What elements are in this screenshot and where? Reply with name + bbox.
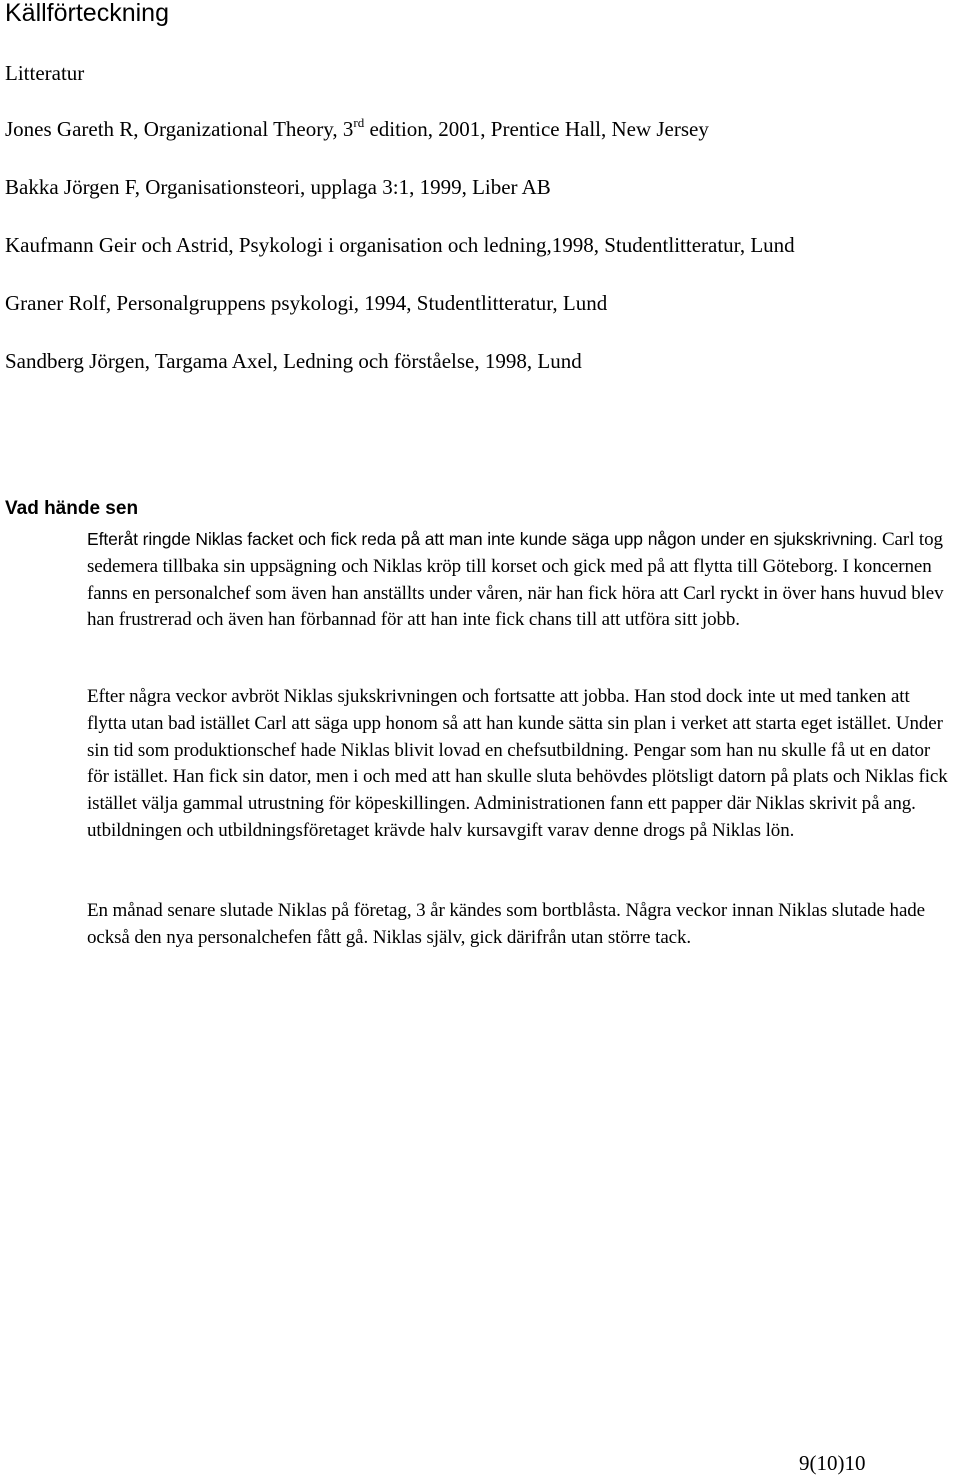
paragraph-text: Carl tog sedemera tillbaka sin uppsägning och Niklas kröp till korset och gick med på att flytta till Göteborg. I koncernen fanns en personalchef som även han anställts under våren, när han fick höra att Carl ryckt in över hans huvud blev han frustrerad och även han förbannad för att han inte fick chans till att utföra sitt jobb.	[87, 529, 944, 631]
reference-text: edition, 2001, Prentice Hall, New Jersey	[364, 117, 709, 141]
section-heading: Vad hände sen	[5, 498, 139, 519]
body-paragraph: En månad senare slutade Niklas på företag, 3 år kändes som bortblåsta. Några veckor innan Niklas slutade hade också den nya personalchefen fått gå. Niklas själv, gick därifrån utan större tack.	[87, 900, 926, 948]
reference-item: Bakka Jörgen F, Organisationsteori, upplaga 3:1, 1999, Liber AB	[5, 175, 551, 199]
reference-list	[5, 116, 795, 406]
reference-item: Graner Rolf, Personalgruppens psykologi, 1994, Studentlitteratur, Lund	[5, 291, 608, 315]
reference-item: Sandberg Jörgen, Targama Axel, Ledning och förståelse, 1998, Lund	[5, 349, 582, 373]
reference-item	[5, 116, 795, 174]
reference-superscript: rd	[353, 115, 365, 130]
page-title: Källförteckning	[5, 0, 169, 27]
reference-text: Jones Gareth R, Organizational Theory, 3	[5, 117, 354, 141]
literature-subheading: Litteratur	[5, 61, 85, 85]
paragraph-sans-text: Efteråt ringde Niklas facket och fick reda på att man inte kunde säga upp någon under en sjukskrivning.	[87, 529, 878, 549]
page-number: 9(10)10	[799, 1451, 866, 1475]
body-paragraph: Efter några veckor avbröt Niklas sjukskrivningen och fortsatte att jobba. Han stod dock inte ut med tanken att flytta utan bad istället Carl att säga upp honom så att han kunde sätta sin plan i verket att starta eget istället. Under sin tid som produktionschef hade Niklas blivit lovad en chefsutbildning. Pengar som han nu skulle få ut en dator för istället. Han fick sin dator, men i och med att han skulle sluta behövdes plötsligt datorn på plats och Niklas fick istället välja gammal utrustning för köpeskillingen. Administrationen fann ett papper där Niklas skrivit på ang. utbildningen och utbildningsföretaget krävde halv kursavgift varav denne drogs på Niklas lön.	[87, 686, 948, 841]
body-paragraph	[87, 526, 953, 634]
reference-item: Kaufmann Geir och Astrid, Psykologi i organisation och ledning,1998, Studentlitteratur, Lund	[5, 233, 795, 257]
